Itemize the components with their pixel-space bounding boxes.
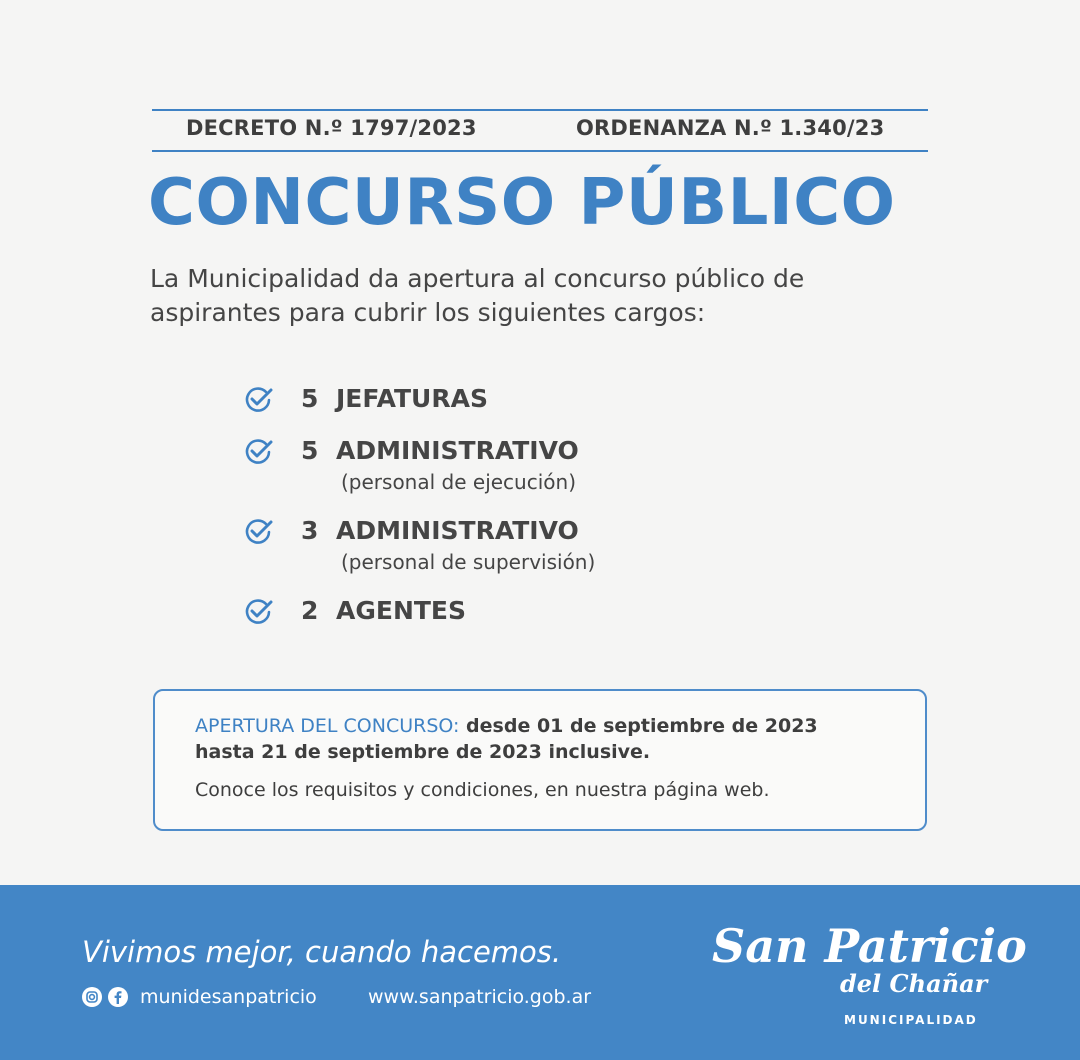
info-end-date: hasta 21 de septiembre de 2023 inclusive.	[195, 741, 651, 763]
position-label: ADMINISTRATIVO	[336, 516, 579, 545]
header-top-rule	[152, 109, 928, 111]
ordinance-number: ORDENANZA N.º 1.340/23	[576, 116, 885, 140]
info-start-date: desde 01 de septiembre de 2023	[466, 715, 818, 737]
header-bottom-rule	[152, 150, 928, 152]
position-label: AGENTES	[336, 596, 467, 625]
position-count: 5	[301, 436, 319, 465]
position-label: ADMINISTRATIVO	[336, 436, 579, 465]
facebook-icon[interactable]	[108, 987, 128, 1007]
position-count: 2	[301, 596, 319, 625]
checkmark-icon	[244, 518, 274, 546]
checkmark-icon	[244, 438, 274, 466]
position-count: 3	[301, 516, 319, 545]
footer-slogan: Vivimos mejor, cuando hacemos.	[82, 935, 562, 969]
position-count: 5	[301, 384, 319, 413]
decree-number: DECRETO N.º 1797/2023	[186, 116, 477, 140]
social-handle[interactable]: munidesanpatricio	[140, 986, 317, 1008]
checkmark-icon	[244, 386, 274, 414]
info-dates-line1	[195, 715, 818, 737]
logo-subname: del Chañar	[840, 969, 988, 998]
footer-banner	[0, 885, 1080, 1060]
logo-municipalidad: MUNICIPALIDAD	[844, 1013, 978, 1027]
info-lead: APERTURA DEL CONCURSO:	[195, 715, 460, 737]
intro-text: La Municipalidad da apertura al concurso público de aspirantes para cubrir los siguientes cargos:	[150, 264, 805, 327]
logo-name: San Patricio	[712, 919, 1027, 973]
page-title: CONCURSO PÚBLICO	[148, 166, 896, 240]
checkmark-icon	[244, 598, 274, 626]
info-note: Conoce los requisitos y condiciones, en nuestra página web.	[195, 779, 770, 801]
position-label: JEFATURAS	[336, 384, 488, 413]
position-note: (personal de supervisión)	[341, 550, 596, 574]
website-link[interactable]: www.sanpatricio.gob.ar	[368, 986, 592, 1008]
info-box	[153, 689, 927, 831]
position-note: (personal de ejecución)	[341, 470, 576, 494]
social-row	[82, 985, 317, 1009]
instagram-icon[interactable]	[82, 987, 102, 1007]
